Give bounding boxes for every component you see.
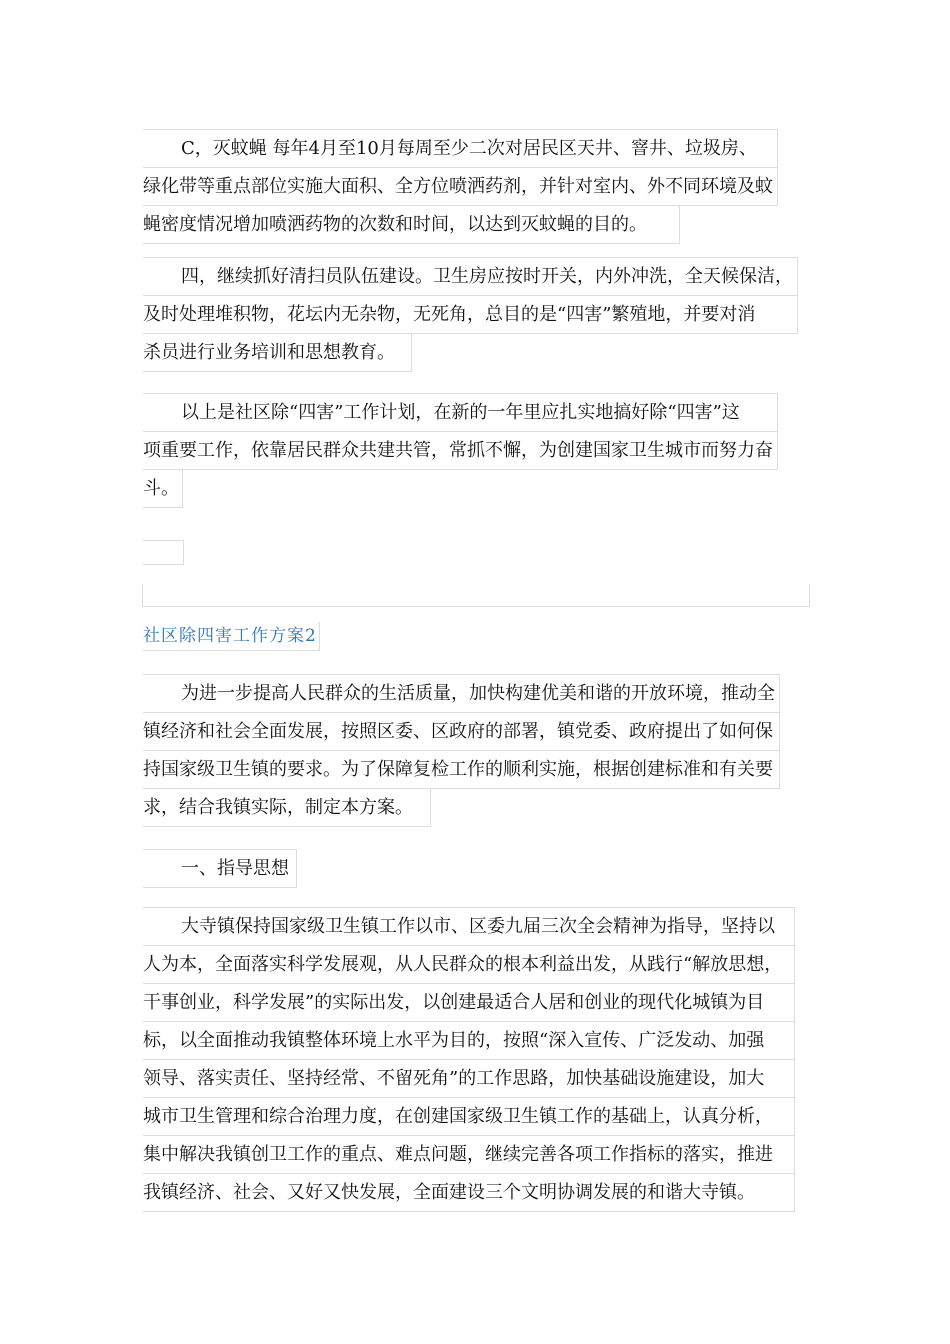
text-line: 一、指导思想: [143, 849, 297, 888]
paragraph-summary: [143, 393, 778, 508]
paragraph-introduction: [143, 674, 780, 827]
text-line: 标，以全面推动我镇整体环境上水平为目的，按照“深入宣传、广泛发动、加强: [143, 1022, 795, 1060]
text-line: 镇经济和社会全面发展，按照区委、区政府的部署，镇党委、政府提出了如何保: [143, 713, 780, 751]
section-divider: [142, 584, 810, 607]
text-line: 以上是社区除“四害”工作计划，在新的一年里应扎实地搞好除“四害”这: [143, 393, 778, 432]
text-line: 蝇密度情况增加喷洒药物的次数和时间，以达到灭蚊蝇的目的。: [143, 206, 680, 244]
text-line: 求，结合我镇实际，制定本方案。: [143, 789, 431, 827]
text-line: 干事创业，科学发展”的实际出发，以创建最适合人居和创业的现代化城镇为目: [143, 984, 795, 1022]
section-heading: 社区除四害工作方案2: [143, 622, 320, 651]
text-line: 领导、落实责任、坚持经常、不留死角”的工作思路，加快基础设施建设，加大: [143, 1060, 795, 1098]
empty-paragraph: [143, 540, 184, 565]
paragraph-guiding-ideology: [143, 907, 795, 1212]
text-line: 及时处理堆积物，花坛内无杂物，无死角，总目的是“四害”繁殖地，并要对消: [143, 296, 798, 334]
text-line: 大寺镇保持国家级卫生镇工作以市、区委九届三次全会精神为指导，坚持以: [143, 907, 795, 946]
text-line: 斗。: [143, 470, 183, 508]
text-line: 绿化带等重点部位实施大面积、全方位喷洒药剂，并针对室内、外不同环境及蚊: [143, 168, 778, 206]
paragraph-guiding-ideology-heading: [143, 849, 297, 888]
paragraph-mosquito-control: [143, 129, 778, 244]
text-line: C，灭蚊蝇 每年4月至10月每周至少二次对居民区天井、窨井、垃圾房、: [143, 129, 778, 168]
text-line: 集中解决我镇创卫工作的重点、难点问题，继续完善各项工作指标的落实，推进: [143, 1136, 795, 1174]
text-line: 城市卫生管理和综合治理力度，在创建国家级卫生镇工作的基础上，认真分析，: [143, 1098, 795, 1136]
paragraph-cleaning-staff: [143, 257, 798, 372]
text-line: 四，继续抓好清扫员队伍建设。卫生房应按时开关，内外冲洗，全天候保洁，: [143, 257, 798, 296]
text-line: 持国家级卫生镇的要求。为了保障复检工作的顺利实施，根据创建标准和有关要: [143, 751, 780, 789]
text-line: 人为本，全面落实科学发展观，从人民群众的根本利益出发，从践行“解放思想，: [143, 946, 795, 984]
text-line: 杀员进行业务培训和思想教育。: [143, 334, 412, 372]
text-line: 为进一步提高人民群众的生活质量，加快构建优美和谐的开放环境，推动全: [143, 674, 780, 713]
text-line: 项重要工作，依靠居民群众共建共管，常抓不懈，为创建国家卫生城市而努力奋: [143, 432, 778, 470]
text-line: 我镇经济、社会、又好又快发展，全面建设三个文明协调发展的和谐大寺镇。: [143, 1174, 795, 1212]
